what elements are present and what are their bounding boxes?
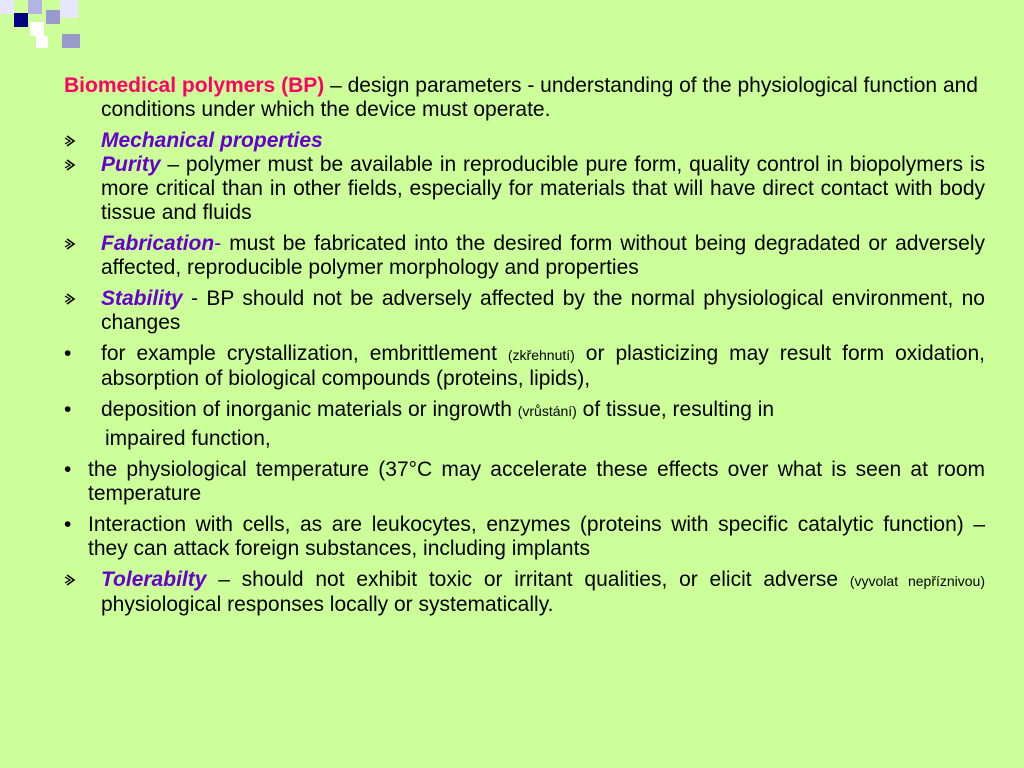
fabrication-text: must be fabricated into the desired form without being degradated or adversely affected, reproducible polymer morphology and properties: [101, 232, 985, 279]
arrow-bullet-icon: [64, 237, 78, 251]
stability-separator: -: [182, 287, 207, 310]
deco-square: [14, 13, 28, 27]
purity-label: Purity: [101, 153, 161, 176]
arrow-bullet-icon: [64, 292, 78, 306]
bullet4-text: Interaction with cells, as are leukocytes, enzymes (proteins with specific catalytic function) – they can attack foreign substances, including implants: [88, 513, 985, 560]
bullet2-note: (vrůstání): [517, 403, 577, 419]
tolerability-label: Tolerabilty: [101, 568, 207, 591]
tolerability-text-a: – should not exhibit toxic or irritant qualities, or elicit adverse: [206, 568, 850, 591]
arrow-bullet-icon: [64, 573, 78, 587]
deco-square: [62, 34, 80, 48]
bullet2-text-a: deposition of inorganic materials or ingrowth: [101, 398, 518, 421]
bullet1-text-b: or plasticizing may result form oxidation, absorption of biological compounds (proteins, lipids),: [101, 342, 985, 390]
bullet3-text: the physiological temperature (37°C may accelerate these effects over what is seen at room temperature: [88, 458, 985, 505]
arrow-bullet-icon: [64, 158, 78, 172]
list-item-mechanical: [64, 129, 985, 153]
dot-bullet-icon: •: [64, 342, 72, 365]
bullet2-continuation: impaired function,: [105, 427, 271, 450]
list-item-stability: [64, 287, 985, 335]
deco-strip: [80, 34, 1024, 44]
slide-body: [64, 74, 985, 624]
deco-square: [0, 0, 14, 14]
stability-label: Stability: [101, 287, 183, 310]
stability-text: BP should not be adversely affected by the normal physiological environment, no changes: [101, 287, 985, 334]
list-item-bullet-4: [64, 513, 985, 561]
bullet2-text-b: of tissue, resulting in: [576, 398, 775, 421]
tolerability-text-b: physiological responses locally or systematically.: [101, 593, 554, 616]
list-item-tolerability: [64, 568, 985, 617]
corner-decoration: [0, 0, 1024, 60]
list-item-bullet-2: [64, 398, 985, 423]
deco-square: [60, 0, 78, 18]
list-item-purity: [64, 153, 985, 225]
fabrication-label: Fabrication: [101, 232, 215, 255]
mechanical-label: Mechanical properties: [101, 129, 323, 152]
arrow-bullet-icon: [64, 134, 78, 148]
tolerability-note: (vyvolat nepříznivou): [849, 573, 985, 589]
list-item-bullet-3: [64, 458, 985, 506]
list-item-fabrication: [64, 232, 985, 280]
dot-bullet-icon: •: [64, 513, 72, 536]
intro-text: – design parameters - understanding of the physiological function and conditions under which the device must operate.: [101, 74, 978, 121]
purity-text: – polymer must be available in reproducible pure form, quality control in biopolymers is more critical than in other fields, especially for materials that will have direct contact with body tissue and fluids: [101, 153, 985, 224]
intro-paragraph: [64, 74, 985, 122]
deco-square: [28, 0, 42, 14]
fabrication-separator: -: [214, 232, 230, 255]
list-item-bullet-1: [64, 342, 985, 391]
dot-bullet-icon: •: [64, 458, 72, 481]
deco-square: [30, 22, 44, 36]
bullet1-note: (zkřehnutí): [507, 347, 575, 363]
deco-square: [46, 10, 60, 24]
intro-heading: Biomedical polymers (BP): [64, 74, 325, 97]
deco-square: [36, 36, 48, 48]
dot-bullet-icon: •: [64, 398, 72, 421]
bullet1-text-a: for example crystallization, embrittlement: [101, 342, 508, 365]
